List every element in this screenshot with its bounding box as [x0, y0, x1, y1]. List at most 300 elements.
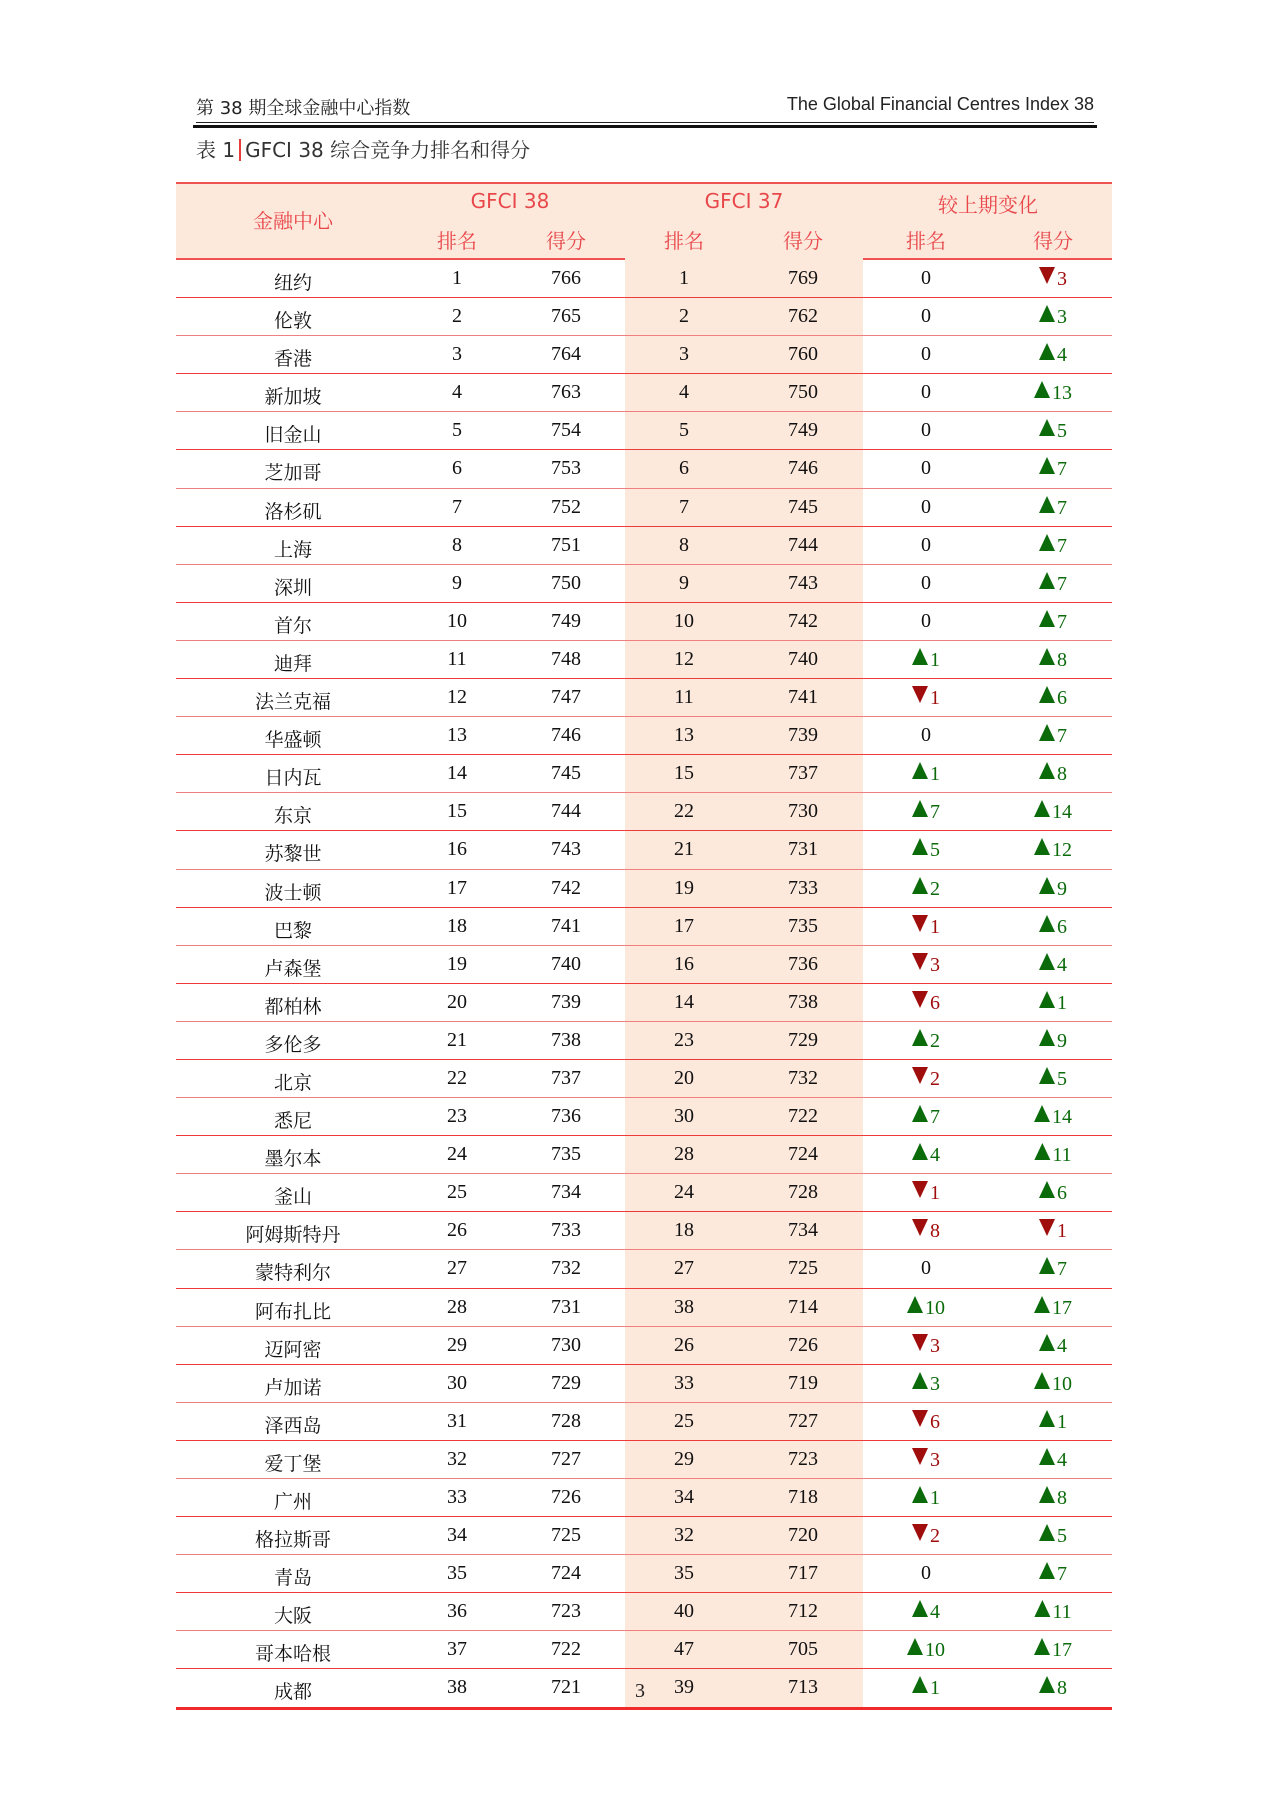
score-gfci37-value: 732	[788, 1066, 818, 1089]
rank-gfci38-value: 27	[447, 1257, 467, 1280]
rank-gfci38-value: 14	[447, 762, 467, 785]
triangle-down-icon	[912, 1181, 928, 1198]
score-gfci37	[788, 953, 818, 976]
rank-gfci38-value: 38	[447, 1676, 467, 1699]
city-name-value: 上海	[273, 538, 313, 561]
score-gfci38-value: 722	[551, 1638, 581, 1661]
rank-change-value: 0	[921, 381, 931, 404]
triangle-up-icon	[1039, 991, 1055, 1008]
rank-gfci38	[447, 1181, 467, 1204]
rank-gfci37	[674, 991, 694, 1014]
score-gfci38-value: 733	[551, 1219, 581, 1242]
score-gfci38-value: 745	[551, 762, 581, 785]
rank-gfci38-value: 33	[447, 1486, 467, 1508]
score-gfci38	[551, 1486, 581, 1509]
score-gfci38-value: 738	[551, 1028, 581, 1051]
header-rank-38: 排名	[437, 229, 477, 253]
rank-change	[912, 1105, 940, 1129]
rank-gfci38-value: 8	[452, 533, 462, 556]
triangle-up-icon	[1039, 1486, 1055, 1503]
page-number: 3	[635, 1680, 645, 1702]
rank-change	[912, 686, 940, 710]
rank-gfci37-value: 2	[679, 305, 689, 328]
rank-gfci37-value: 30	[674, 1105, 694, 1128]
rank-gfci37	[674, 877, 694, 900]
score-gfci37-value: 742	[788, 609, 818, 632]
rank-gfci37	[674, 1410, 694, 1433]
table-row	[176, 1403, 1112, 1441]
table-row	[176, 641, 1112, 679]
score-gfci37-value: 739	[788, 724, 818, 747]
score-gfci38	[551, 381, 581, 404]
table-row	[176, 1250, 1112, 1288]
triangle-up-icon	[1039, 686, 1055, 703]
table-row	[176, 336, 1112, 374]
score-gfci37-value: 734	[788, 1219, 818, 1242]
triangle-up-icon	[1039, 1257, 1055, 1274]
score-change	[1039, 1067, 1067, 1091]
city-name	[264, 954, 321, 981]
score-change	[1039, 267, 1067, 291]
score-gfci38-value: 727	[551, 1447, 581, 1470]
score-change-value: 9	[1057, 1029, 1067, 1052]
city-name	[274, 1677, 312, 1704]
score-gfci38-value: 764	[551, 343, 581, 366]
triangle-up-icon	[1034, 1638, 1050, 1655]
ranking-table	[176, 182, 1112, 1710]
score-gfci37-value: 725	[788, 1257, 818, 1280]
score-gfci38	[551, 800, 581, 823]
score-gfci37-value: 720	[788, 1524, 818, 1547]
rank-change-value: 1	[930, 763, 940, 786]
city-name-value: 阿布扎比	[254, 1300, 332, 1323]
rank-gfci38	[447, 762, 467, 785]
score-gfci37	[788, 1105, 818, 1128]
table-row	[176, 870, 1112, 908]
city-name-value: 卢加诺	[264, 1376, 322, 1399]
city-name	[274, 344, 312, 371]
score-gfci37	[788, 1372, 818, 1395]
triangle-up-icon	[1039, 762, 1055, 779]
city-name	[264, 497, 321, 524]
score-change-value: 7	[1057, 1563, 1067, 1586]
score-change-value: 12	[1052, 839, 1072, 862]
rank-change-value: 4	[930, 1601, 940, 1624]
table-row	[176, 1593, 1112, 1631]
score-gfci38-value: 740	[551, 952, 581, 975]
rank-gfci37-value: 14	[674, 990, 694, 1013]
rank-gfci37	[674, 648, 694, 671]
city-name-value: 大阪	[273, 1605, 313, 1628]
score-gfci37	[788, 762, 818, 785]
score-gfci38-value: 741	[551, 914, 581, 937]
city-name	[274, 268, 312, 295]
rank-change	[912, 1486, 940, 1510]
rank-gfci37	[674, 610, 694, 633]
triangle-up-icon	[912, 1486, 928, 1503]
rank-change-value: 0	[921, 495, 931, 518]
rank-change	[912, 1524, 940, 1548]
score-change	[1034, 1372, 1072, 1396]
city-name-value: 多伦多	[264, 1033, 322, 1056]
score-gfci38-value: 731	[551, 1295, 581, 1318]
score-gfci38	[551, 1524, 581, 1547]
city-name-value: 墨尔本	[264, 1148, 322, 1171]
score-gfci37	[788, 1029, 818, 1052]
score-change-value: 5	[1057, 1067, 1067, 1090]
table-row	[176, 679, 1112, 717]
rank-change-value: 2	[930, 877, 940, 900]
triangle-up-icon	[912, 1105, 928, 1122]
score-gfci38	[551, 1410, 581, 1433]
score-change-value: 1	[1057, 1220, 1067, 1243]
city-name	[274, 1106, 312, 1133]
triangle-up-icon	[912, 648, 928, 665]
score-gfci37-value: 743	[788, 571, 818, 594]
rank-gfci38-value: 13	[447, 724, 467, 747]
city-name	[264, 725, 321, 752]
running-header	[196, 92, 1094, 123]
score-gfci38-value: 746	[551, 724, 581, 747]
triangle-up-icon	[912, 1676, 928, 1693]
score-gfci37	[788, 1676, 818, 1699]
rank-change-value: 1	[930, 1677, 940, 1700]
score-change	[1039, 457, 1067, 481]
score-change-value: 14	[1052, 1106, 1072, 1129]
score-gfci38-value: 747	[551, 686, 581, 709]
rank-gfci38	[447, 1372, 467, 1395]
rank-change-value: 10	[925, 1296, 945, 1319]
score-gfci38	[551, 1029, 581, 1052]
rank-change-value: 2	[930, 1067, 940, 1090]
rank-gfci38-value: 2	[452, 305, 462, 328]
header-score-37: 得分	[783, 229, 823, 253]
rank-gfci38-value: 1	[452, 267, 462, 289]
table-body	[176, 260, 1112, 1710]
score-gfci37-value: 760	[788, 343, 818, 366]
table-row	[176, 374, 1112, 412]
score-gfci38-value: 728	[551, 1409, 581, 1432]
triangle-up-icon	[907, 1638, 923, 1655]
table-row	[176, 1289, 1112, 1327]
score-change	[1039, 419, 1067, 443]
score-gfci37	[788, 534, 818, 557]
score-gfci37-value: 717	[788, 1562, 818, 1585]
score-gfci37-value: 736	[788, 952, 818, 975]
score-change-value: 4	[1057, 1334, 1067, 1357]
city-name-value: 格拉斯哥	[254, 1529, 332, 1552]
rank-gfci37-value: 15	[674, 762, 694, 785]
table-row	[176, 1174, 1112, 1212]
rank-gfci37-value: 19	[674, 876, 694, 899]
score-gfci38	[551, 1105, 581, 1128]
city-name-value: 广州	[273, 1491, 313, 1513]
score-change	[1034, 1296, 1072, 1320]
triangle-up-icon	[1039, 648, 1055, 665]
city-name	[264, 420, 321, 447]
rank-gfci38-value: 19	[447, 952, 467, 975]
city-name	[264, 992, 321, 1019]
city-name-value: 悉尼	[273, 1110, 313, 1133]
city-name	[264, 1335, 321, 1362]
table-row	[176, 1022, 1112, 1060]
score-change	[1039, 305, 1067, 329]
rank-gfci37-value: 5	[679, 419, 689, 442]
header-title-en: The Global Financial Centres Index 38	[786, 94, 1094, 114]
rank-gfci38-value: 20	[447, 990, 467, 1013]
score-gfci37	[788, 1067, 818, 1090]
score-change-value: 7	[1057, 1258, 1067, 1281]
rank-gfci37	[679, 534, 689, 557]
city-name	[274, 1601, 312, 1628]
score-gfci38-value: 765	[551, 305, 581, 328]
score-gfci38	[551, 1067, 581, 1090]
rank-gfci37-value: 18	[674, 1219, 694, 1242]
rank-gfci37-value: 4	[679, 381, 689, 404]
rank-change	[912, 1219, 940, 1243]
table-row	[176, 1479, 1112, 1517]
rank-gfci38	[452, 457, 462, 480]
rank-change	[912, 762, 940, 786]
score-gfci37	[788, 305, 818, 328]
triangle-down-icon	[912, 1410, 928, 1427]
rank-change	[921, 305, 931, 328]
city-name-value: 阿姆斯特丹	[245, 1224, 341, 1247]
rank-gfci37-value: 47	[674, 1638, 694, 1661]
rank-change-value: 0	[921, 533, 931, 556]
city-name-value: 日内瓦	[264, 767, 322, 790]
score-change-value: 8	[1057, 1677, 1067, 1700]
table-row	[176, 1136, 1112, 1174]
city-name-value: 波士顿	[264, 881, 322, 904]
score-gfci37	[788, 457, 818, 480]
score-change-value: 5	[1057, 1525, 1067, 1548]
rank-gfci38-value: 26	[447, 1219, 467, 1242]
score-change	[1039, 877, 1067, 901]
rank-gfci38	[447, 1562, 467, 1585]
triangle-up-icon	[1039, 1029, 1055, 1046]
score-gfci38	[551, 1257, 581, 1280]
rank-gfci38-value: 24	[447, 1143, 467, 1166]
score-gfci38-value: 753	[551, 457, 581, 480]
rank-gfci38	[447, 1600, 467, 1623]
rank-change	[912, 915, 940, 939]
score-gfci37	[788, 343, 818, 366]
triangle-up-icon	[907, 1296, 923, 1313]
city-name-value: 哥本哈根	[254, 1643, 332, 1666]
score-change	[1039, 610, 1067, 634]
score-change-value: 14	[1052, 801, 1072, 824]
table-row	[176, 755, 1112, 793]
triangle-up-icon	[912, 1372, 928, 1389]
score-change	[1034, 1143, 1071, 1167]
rank-gfci38	[447, 1448, 467, 1471]
score-gfci37	[788, 610, 818, 633]
city-name	[274, 1563, 312, 1590]
score-gfci37	[788, 1181, 818, 1204]
score-change	[1034, 1600, 1071, 1624]
rank-gfci37	[679, 419, 689, 442]
rank-gfci38	[447, 800, 467, 823]
table-row	[176, 298, 1112, 336]
score-gfci37	[788, 419, 818, 442]
city-name-value: 旧金山	[264, 424, 322, 447]
table-header	[176, 182, 1112, 260]
score-change	[1039, 915, 1067, 939]
score-change-value: 11	[1052, 1144, 1072, 1167]
score-gfci37-value: 745	[788, 495, 818, 518]
score-gfci37-value: 733	[788, 876, 818, 899]
rank-change-value: 2	[930, 1029, 940, 1052]
rank-gfci38	[447, 610, 467, 633]
rank-change-value: 4	[930, 1144, 940, 1167]
table-row	[176, 717, 1112, 755]
city-name	[264, 1030, 321, 1057]
rank-gfci37	[679, 267, 689, 290]
score-gfci37	[788, 267, 818, 290]
rank-gfci37-value: 27	[674, 1257, 694, 1280]
score-gfci38	[551, 1600, 581, 1623]
score-change	[1039, 991, 1067, 1015]
city-name-value: 成都	[273, 1681, 313, 1704]
score-change	[1039, 1562, 1067, 1586]
score-gfci38-value: 750	[551, 571, 581, 594]
rank-gfci37-value: 32	[674, 1524, 694, 1547]
score-change	[1039, 496, 1067, 520]
table-row	[176, 1631, 1112, 1669]
score-gfci38-value: 766	[551, 267, 581, 289]
score-gfci38-value: 749	[551, 609, 581, 632]
rank-change-value: 0	[921, 267, 931, 289]
rank-change	[921, 343, 931, 366]
table-row	[176, 1098, 1112, 1136]
rank-change	[921, 381, 931, 404]
rank-change-value: 0	[921, 1562, 931, 1585]
caption-title: GFCI 38 综合竞争力排名和得分	[245, 138, 531, 162]
score-change	[1039, 724, 1067, 748]
city-name-value: 首尔	[273, 614, 313, 637]
score-gfci37	[788, 724, 818, 747]
score-change-value: 7	[1057, 534, 1067, 557]
rank-gfci37	[674, 1562, 694, 1585]
city-name-value: 迈阿密	[264, 1338, 322, 1361]
rank-change	[921, 534, 931, 557]
rank-change	[912, 1372, 940, 1396]
score-gfci38-value: 751	[551, 533, 581, 556]
rank-gfci37-value: 29	[674, 1447, 694, 1470]
triangle-up-icon	[1034, 1600, 1050, 1617]
table-row	[176, 1212, 1112, 1250]
score-change	[1039, 1486, 1067, 1510]
score-gfci38-value: 721	[551, 1676, 581, 1699]
rank-gfci38	[447, 1638, 467, 1661]
rank-change-value: 8	[930, 1220, 940, 1243]
score-change	[1039, 953, 1067, 977]
score-gfci37-value: 726	[788, 1333, 818, 1356]
city-name-value: 法兰克福	[254, 691, 332, 714]
score-change-value: 8	[1057, 648, 1067, 671]
score-change	[1039, 1257, 1067, 1281]
score-gfci37	[788, 1296, 818, 1319]
rank-change-value: 0	[921, 571, 931, 594]
score-change-value: 1	[1057, 1410, 1067, 1433]
triangle-up-icon	[1039, 915, 1055, 932]
score-change	[1039, 648, 1067, 672]
rank-gfci37	[674, 686, 693, 709]
triangle-up-icon	[1039, 724, 1055, 741]
rank-gfci38	[452, 381, 462, 404]
triangle-up-icon	[1039, 1181, 1055, 1198]
header-gfci37: GFCI 37	[704, 189, 784, 213]
triangle-down-icon	[912, 1448, 928, 1465]
rank-gfci37	[679, 381, 689, 404]
score-gfci38	[551, 1562, 581, 1585]
score-change	[1039, 1029, 1067, 1053]
score-change-value: 6	[1057, 1182, 1067, 1205]
rank-gfci37	[674, 1600, 694, 1623]
triangle-up-icon	[1034, 1143, 1050, 1160]
triangle-up-icon	[1034, 1296, 1050, 1313]
rank-gfci37	[674, 1638, 694, 1661]
rank-gfci38	[447, 1334, 467, 1357]
rank-gfci38	[447, 1257, 467, 1280]
rank-change	[912, 1143, 940, 1167]
score-change-value: 8	[1057, 763, 1067, 786]
score-gfci38-value: 754	[551, 419, 581, 442]
score-gfci38	[551, 1143, 581, 1166]
city-name	[245, 1220, 340, 1247]
score-gfci37-value: 724	[788, 1143, 818, 1166]
score-gfci37	[788, 1562, 818, 1585]
rank-gfci38-value: 35	[447, 1562, 467, 1585]
score-gfci38	[551, 572, 581, 595]
city-name	[255, 1258, 331, 1285]
score-gfci38-value: 752	[551, 495, 581, 518]
city-name-value: 新加坡	[264, 386, 322, 409]
rank-gfci37-value: 7	[679, 495, 689, 518]
score-gfci37	[788, 686, 818, 709]
score-gfci37	[788, 915, 818, 938]
score-change-value: 7	[1057, 725, 1067, 748]
rank-change-value: 6	[930, 991, 940, 1014]
score-gfci37	[788, 1257, 818, 1280]
score-gfci37-value: 746	[788, 457, 818, 480]
score-gfci37-value: 741	[788, 686, 818, 709]
score-gfci38	[551, 648, 581, 671]
triangle-up-icon	[1039, 1676, 1055, 1693]
rank-gfci38	[447, 991, 467, 1014]
score-gfci37	[788, 1524, 818, 1547]
rank-gfci37-value: 39	[674, 1676, 694, 1699]
score-gfci37-value: 744	[788, 533, 818, 556]
caption-separator	[239, 139, 241, 161]
rank-change	[912, 1181, 940, 1205]
score-gfci37-value: 738	[788, 990, 818, 1013]
rank-gfci38-value: 30	[447, 1371, 467, 1394]
rank-gfci38-value: 25	[447, 1181, 467, 1204]
city-name	[274, 801, 312, 828]
rank-gfci37	[679, 496, 689, 519]
score-gfci38	[551, 953, 581, 976]
table-row	[176, 527, 1112, 565]
city-name	[255, 1297, 331, 1324]
score-gfci37	[788, 800, 818, 823]
rank-gfci37	[674, 1219, 694, 1242]
rank-gfci37-value: 28	[674, 1143, 694, 1166]
city-name	[274, 535, 312, 562]
score-change	[1039, 762, 1067, 786]
rank-gfci38-value: 5	[452, 419, 462, 442]
